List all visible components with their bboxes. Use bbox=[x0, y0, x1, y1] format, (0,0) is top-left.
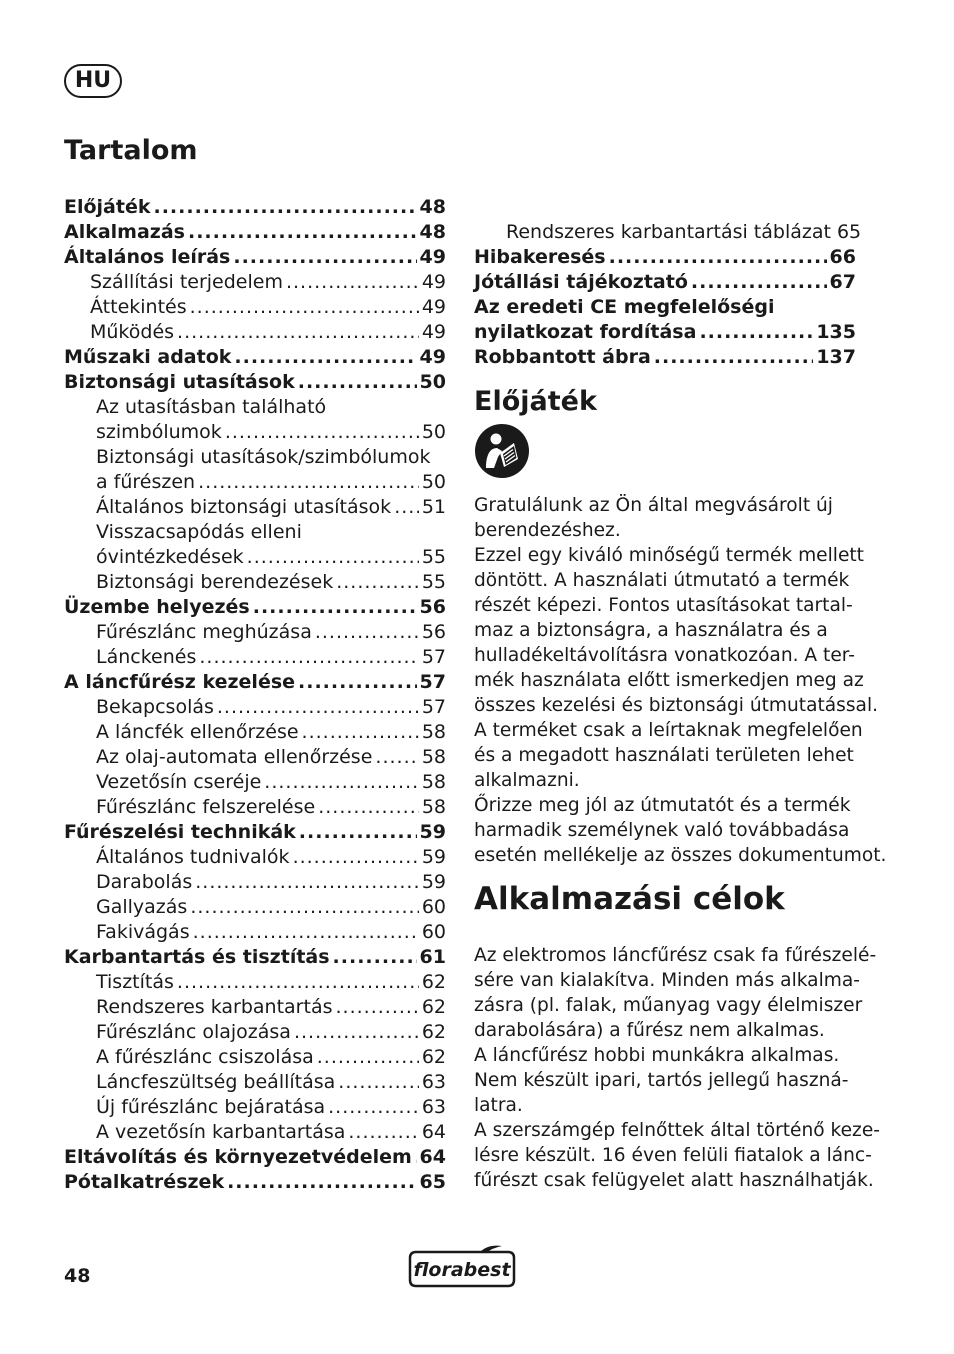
text-line: összes kezelési és biztonsági útmutatással. bbox=[474, 695, 879, 716]
toc-entry bbox=[474, 220, 862, 245]
text-line: Az elektromos láncfűrész csak fa fűrészelé- bbox=[474, 945, 877, 966]
toc-dot-leader bbox=[233, 245, 416, 270]
toc-entry-label: A fűrészlánc csiszolása bbox=[96, 1046, 314, 1068]
toc-entry-label: Általános biztonsági utasítások bbox=[96, 496, 392, 518]
toc-entry bbox=[64, 670, 446, 695]
toc-entry-label: Vezetősín cseréje bbox=[96, 771, 262, 793]
toc-dot-leader bbox=[298, 670, 417, 695]
svg-text:florabest: florabest bbox=[413, 1259, 511, 1281]
toc-entry-label: Hibakeresés bbox=[474, 246, 606, 268]
toc-entry-page: 60 bbox=[421, 921, 446, 943]
toc-dot-leader bbox=[198, 470, 419, 495]
toc-entry-label: Alkalmazás bbox=[64, 221, 185, 243]
toc-right-column bbox=[474, 220, 862, 370]
toc-dot-leader bbox=[333, 945, 417, 970]
toc-entry bbox=[64, 620, 446, 645]
toc-dot-leader bbox=[193, 920, 419, 945]
toc-entry bbox=[64, 195, 446, 220]
toc-entry-label: A láncfűrész kezelése bbox=[64, 671, 296, 693]
toc-dot-leader bbox=[348, 1120, 418, 1145]
toc-entry bbox=[474, 345, 856, 370]
toc-entry-page: 64 bbox=[419, 1146, 446, 1168]
text-line: A láncfűrész hobbi munkákra alkalmas. bbox=[474, 1045, 840, 1066]
toc-dot-leader bbox=[298, 370, 417, 395]
toc-entry bbox=[474, 270, 856, 295]
toc-entry-page: 135 bbox=[816, 321, 856, 343]
toc-entry-page: 58 bbox=[421, 721, 446, 743]
toc-entry bbox=[64, 495, 446, 520]
toc-entry-page: 59 bbox=[421, 871, 446, 893]
toc-entry-label: Lánckenés bbox=[96, 646, 197, 668]
toc-entry-page: 62 bbox=[421, 971, 446, 993]
toc-entry bbox=[64, 520, 446, 545]
toc-entry-page: 49 bbox=[419, 346, 446, 368]
toc-entry-page: 65 bbox=[419, 1171, 446, 1193]
text-line: esetén mellékelje az összes dokumentumot. bbox=[474, 845, 887, 866]
toc-entry-label: Fakivágás bbox=[96, 921, 190, 943]
toc-entry-page: 58 bbox=[421, 796, 446, 818]
toc-dot-leader bbox=[302, 720, 419, 745]
toc-entry bbox=[64, 770, 446, 795]
toc-dot-leader bbox=[253, 595, 417, 620]
text-line: Őrizze meg jól az útmutatót és a termék bbox=[474, 795, 851, 816]
toc-entry bbox=[64, 845, 446, 870]
section-heading-elojatek: Előjáték bbox=[474, 386, 597, 417]
toc-entry bbox=[64, 370, 446, 395]
toc-entry bbox=[64, 220, 446, 245]
text-line: Gratulálunk az Ön által megvásárolt új bbox=[474, 495, 833, 516]
toc-entry-label: Az olaj-automata ellenőrzése bbox=[96, 746, 373, 768]
toc-entry-label: Karbantartás és tisztítás bbox=[64, 946, 330, 968]
toc-entry-page: 49 bbox=[421, 271, 446, 293]
toc-entry-label: óvintézkedések bbox=[96, 546, 244, 568]
toc-entry-label: szimbólumok bbox=[96, 421, 222, 443]
toc-entry-label: A vezetősín karbantartása bbox=[96, 1121, 346, 1143]
toc-entry bbox=[64, 420, 446, 445]
toc-entry-page: 66 bbox=[829, 246, 856, 268]
text-line: Ezzel egy kiváló minőségű termék mellett bbox=[474, 545, 864, 566]
language-badge: HU bbox=[64, 64, 122, 98]
toc-entry-page: 65 bbox=[836, 221, 862, 243]
toc-entry-page: 49 bbox=[421, 321, 446, 343]
alkalmazasi-celok-text bbox=[474, 943, 880, 1193]
toc-entry-page: 63 bbox=[421, 1071, 446, 1093]
toc-entry-page: 57 bbox=[421, 646, 446, 668]
toc-entry-page: 57 bbox=[419, 671, 446, 693]
text-line: alkalmazni. bbox=[474, 770, 580, 791]
toc-entry-page: 50 bbox=[421, 471, 446, 493]
toc-dot-leader bbox=[336, 995, 419, 1020]
toc-dot-leader bbox=[294, 1020, 419, 1045]
text-line: maz a biztonságra, a használatra és a bbox=[474, 620, 828, 641]
text-line: fűrészt csak felügyelet alatt használhatják. bbox=[474, 1170, 874, 1191]
toc-entry-label: Biztonsági utasítások bbox=[64, 371, 295, 393]
toc-entry bbox=[64, 320, 446, 345]
toc-entry bbox=[64, 1020, 446, 1045]
toc-entry-page: 58 bbox=[421, 746, 446, 768]
toc-entry bbox=[64, 645, 446, 670]
toc-entry-page: 48 bbox=[419, 196, 446, 218]
toc-entry-label: Visszacsapódás elleni bbox=[96, 521, 302, 543]
toc-entry bbox=[474, 245, 856, 270]
elojatek-text bbox=[474, 493, 887, 868]
toc-entry bbox=[64, 1070, 446, 1095]
toc-entry-label: Műszaki adatok bbox=[64, 346, 232, 368]
toc-title: Tartalom bbox=[64, 135, 198, 166]
toc-entry-label: Üzembe helyezés bbox=[64, 596, 250, 618]
toc-entry-label: Rendszeres karbantartás bbox=[96, 996, 333, 1018]
toc-entry bbox=[64, 895, 446, 920]
text-line: mék használata előtt ismerkedjen meg az bbox=[474, 670, 864, 691]
toc-entry bbox=[64, 945, 446, 970]
toc-entry bbox=[64, 545, 446, 570]
toc-entry bbox=[64, 470, 446, 495]
toc-dot-leader bbox=[293, 845, 419, 870]
toc-entry-page: 56 bbox=[419, 596, 446, 618]
toc-entry-page: 49 bbox=[419, 246, 446, 268]
text-line: darabolására) a fűrész nem alkalmas. bbox=[474, 1020, 825, 1041]
toc-entry-label: Fűrészelési technikák bbox=[64, 821, 296, 843]
toc-entry-label: Robbantott ábra bbox=[474, 346, 651, 368]
text-line: sére van kialakítva. Minden más alkalma- bbox=[474, 970, 860, 991]
toc-entry-page: 62 bbox=[421, 1046, 446, 1068]
toc-dot-leader bbox=[415, 1145, 417, 1170]
toc-entry-label: Bekapcsolás bbox=[96, 696, 214, 718]
toc-dot-leader bbox=[195, 870, 419, 895]
toc-entry bbox=[64, 345, 446, 370]
toc-entry-label: Új fűrészlánc bejáratása bbox=[96, 1096, 326, 1118]
toc-entry bbox=[474, 295, 856, 320]
toc-entry-label: Fűrészlánc meghúzása bbox=[96, 621, 312, 643]
toc-entry-label: Áttekintés bbox=[90, 296, 187, 318]
toc-entry-page: 55 bbox=[421, 571, 446, 593]
toc-entry-label: Láncfeszültség beállítása bbox=[96, 1071, 336, 1093]
toc-dot-leader bbox=[318, 795, 419, 820]
text-line: Nem készült ipari, tartós jellegű haszná- bbox=[474, 1070, 849, 1091]
toc-entry bbox=[64, 1045, 446, 1070]
toc-entry-page: 59 bbox=[421, 846, 446, 868]
toc-entry bbox=[64, 445, 446, 470]
toc-entry-label: Szállítási terjedelem bbox=[90, 271, 283, 293]
toc-entry bbox=[64, 270, 446, 295]
toc-dot-leader bbox=[234, 345, 416, 370]
toc-entry bbox=[64, 795, 446, 820]
text-line: és a megadott használati területen lehet bbox=[474, 745, 854, 766]
toc-entry bbox=[474, 320, 856, 345]
toc-entry-page: 62 bbox=[421, 996, 446, 1018]
toc-entry-page: 49 bbox=[421, 296, 446, 318]
toc-entry bbox=[64, 870, 446, 895]
toc-dot-leader bbox=[177, 320, 419, 345]
text-line: latra. bbox=[474, 1095, 523, 1116]
toc-dot-leader bbox=[609, 245, 827, 270]
toc-dot-leader bbox=[286, 270, 419, 295]
toc-dot-leader bbox=[188, 220, 417, 245]
toc-entry-page: 50 bbox=[421, 421, 446, 443]
toc-entry bbox=[64, 595, 446, 620]
page-number: 48 bbox=[64, 1265, 91, 1287]
toc-entry-page: 64 bbox=[421, 1121, 446, 1143]
toc-entry-label: Fűrészlánc felszerelése bbox=[96, 796, 316, 818]
toc-entry-page: 137 bbox=[816, 346, 856, 368]
text-line: A terméket csak a leírtaknak megfelelően bbox=[474, 720, 863, 741]
toc-dot-leader bbox=[217, 695, 419, 720]
toc-dot-leader bbox=[328, 1095, 419, 1120]
toc-entry-label: Pótalkatrészek bbox=[64, 1171, 225, 1193]
toc-entry bbox=[64, 745, 446, 770]
florabest-logo bbox=[406, 1244, 518, 1290]
toc-entry-label: Tisztítás bbox=[96, 971, 174, 993]
toc-entry-label: Gallyazás bbox=[96, 896, 188, 918]
text-line: A szerszámgép felnőttek által történő keze- bbox=[474, 1120, 880, 1141]
toc-dot-leader bbox=[153, 195, 416, 220]
toc-entry-page: 58 bbox=[421, 771, 446, 793]
text-line: zásra (pl. falak, műanyag vagy élelmiszer bbox=[474, 995, 863, 1016]
toc-entry-page: 63 bbox=[421, 1096, 446, 1118]
toc-dot-leader bbox=[317, 1045, 419, 1070]
toc-entry-label: Általános leírás bbox=[64, 246, 231, 268]
toc-dot-leader bbox=[394, 495, 419, 520]
toc-dot-leader bbox=[691, 270, 827, 295]
toc-entry bbox=[64, 720, 446, 745]
toc-dot-leader bbox=[177, 970, 419, 995]
toc-entry bbox=[64, 920, 446, 945]
section-heading-alkalmazasi-celok: Alkalmazási célok bbox=[474, 881, 785, 917]
toc-entry bbox=[64, 570, 446, 595]
toc-dot-leader bbox=[315, 620, 419, 645]
toc-dot-leader bbox=[299, 820, 417, 845]
toc-entry-page: 57 bbox=[421, 696, 446, 718]
toc-dot-leader bbox=[199, 645, 418, 670]
toc-entry bbox=[64, 695, 446, 720]
toc-dot-leader bbox=[375, 745, 418, 770]
toc-entry bbox=[64, 1095, 446, 1120]
toc-entry-label: Jótállási tájékoztató bbox=[474, 271, 688, 293]
toc-entry-page: 61 bbox=[419, 946, 446, 968]
toc-entry-label: Eltávolítás és környezetvédelem bbox=[64, 1146, 412, 1168]
toc-dot-leader bbox=[247, 545, 419, 570]
toc-entry-page: 60 bbox=[421, 896, 446, 918]
toc-entry-label: Működés bbox=[90, 321, 175, 343]
toc-entry bbox=[64, 295, 446, 320]
toc-dot-leader bbox=[190, 895, 418, 920]
toc-dot-leader bbox=[190, 295, 419, 320]
toc-entry-label: Fűrészlánc olajozása bbox=[96, 1021, 291, 1043]
toc-entry-page: 48 bbox=[419, 221, 446, 243]
toc-entry-label: A láncfék ellenőrzése bbox=[96, 721, 299, 743]
toc-entry bbox=[64, 245, 446, 270]
toc-entry-label: Az utasításban található bbox=[96, 396, 327, 418]
toc-left-column bbox=[64, 195, 446, 1195]
toc-entry-label: Az eredeti CE megfelelőségi bbox=[474, 296, 775, 318]
text-line: berendezéshez. bbox=[474, 520, 621, 541]
toc-entry-page: 59 bbox=[419, 821, 446, 843]
text-line: lésre készült. 16 éven felüli fiatalok a lánc- bbox=[474, 1145, 872, 1166]
toc-dot-leader bbox=[338, 1070, 419, 1095]
toc-entry-page: 67 bbox=[829, 271, 856, 293]
toc-dot-leader bbox=[264, 770, 419, 795]
text-line: harmadik személynek való továbbadása bbox=[474, 820, 850, 841]
toc-entry bbox=[64, 820, 446, 845]
toc-entry-label: a fűrészen bbox=[96, 471, 196, 493]
text-line: részét képezi. Fontos utasításokat tartal- bbox=[474, 595, 853, 616]
toc-entry bbox=[64, 995, 446, 1020]
toc-dot-leader bbox=[654, 345, 814, 370]
toc-dot-leader bbox=[336, 570, 419, 595]
toc-entry bbox=[64, 1120, 446, 1145]
toc-entry-page: 62 bbox=[421, 1021, 446, 1043]
toc-entry-page: 55 bbox=[421, 546, 446, 568]
toc-entry-label: nyilatkozat fordítása bbox=[474, 321, 697, 343]
toc-entry bbox=[64, 970, 446, 995]
toc-entry-label: Biztonsági utasítások/szimbólumok bbox=[96, 446, 431, 468]
toc-entry-label: Előjáték bbox=[64, 196, 151, 218]
toc-entry bbox=[64, 395, 446, 420]
toc-dot-leader bbox=[699, 320, 813, 345]
toc-dot-leader bbox=[225, 420, 419, 445]
text-line: hulladékeltávolításra vonatkozóan. A ter- bbox=[474, 645, 855, 666]
toc-entry-label: Darabolás bbox=[96, 871, 193, 893]
toc-entry-label: Biztonsági berendezések bbox=[96, 571, 334, 593]
toc-entry bbox=[64, 1170, 446, 1195]
toc-entry-label: Általános tudnivalók bbox=[96, 846, 290, 868]
toc-entry-label: Rendszeres karbantartási táblázat bbox=[506, 221, 831, 243]
read-manual-icon bbox=[474, 423, 530, 479]
text-line: döntött. A használati útmutató a termék bbox=[474, 570, 850, 591]
toc-entry-page: 50 bbox=[419, 371, 446, 393]
toc-entry bbox=[64, 1145, 446, 1170]
toc-dot-leader bbox=[227, 1170, 416, 1195]
toc-entry-page: 51 bbox=[421, 496, 446, 518]
toc-entry-page: 56 bbox=[421, 621, 446, 643]
